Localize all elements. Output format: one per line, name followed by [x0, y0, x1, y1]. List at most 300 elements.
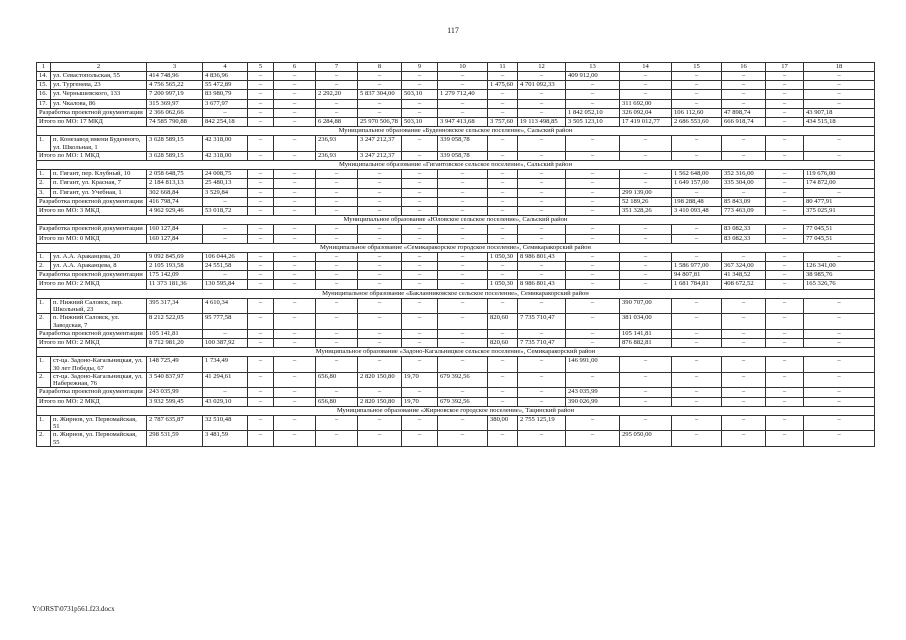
column-number-header-row	[37, 63, 875, 72]
value-cell: –	[274, 188, 316, 197]
building-row	[37, 415, 875, 431]
value-cell: –	[620, 225, 672, 234]
value-cell: –	[766, 136, 804, 152]
value-cell: –	[518, 431, 566, 447]
value-cell: –	[566, 431, 620, 447]
value-cell: –	[358, 314, 402, 330]
value-cell: –	[274, 197, 316, 206]
value-cell: –	[518, 197, 566, 206]
value-cell: –	[402, 431, 438, 447]
value-cell: –	[488, 206, 518, 215]
row-number-cell: 15.	[37, 81, 51, 90]
value-cell: –	[438, 72, 488, 81]
value-cell: –	[518, 72, 566, 81]
address-cell: п. Гигант, ул. Учебная, 1	[51, 188, 147, 197]
summary-label: Итого по МО: 0 МКД	[37, 234, 147, 243]
value-cell: 105 141,81	[147, 329, 203, 338]
value-cell: –	[488, 234, 518, 243]
value-cell: –	[566, 234, 620, 243]
column-number-cell: 12	[518, 63, 566, 72]
value-cell: –	[804, 90, 875, 99]
value-cell: –	[274, 372, 316, 388]
value-cell: –	[620, 179, 672, 188]
value-cell: –	[274, 206, 316, 215]
value-cell: –	[248, 397, 274, 406]
summary-row	[37, 280, 875, 289]
value-cell: –	[672, 415, 722, 431]
value-cell: –	[566, 271, 620, 280]
value-cell: –	[248, 90, 274, 99]
value-cell: 8 212 522,05	[147, 314, 203, 330]
value-cell: 679 392,56	[438, 372, 488, 388]
value-cell: 302 668,84	[147, 188, 203, 197]
column-number-cell: 14	[620, 63, 672, 72]
value-cell: –	[358, 271, 402, 280]
value-cell: –	[518, 372, 566, 388]
value-cell: 7 735 710,47	[518, 314, 566, 330]
value-cell: –	[488, 151, 518, 160]
address-cell: п. Нижний Саловск, пер. Школьный, 23	[51, 298, 147, 314]
row-number-cell: 2.	[37, 179, 51, 188]
value-cell: –	[766, 179, 804, 188]
value-cell: 32 510,48	[203, 415, 248, 431]
value-cell: 414 748,96	[147, 72, 203, 81]
value-cell: –	[722, 388, 766, 397]
value-cell: 243 035,99	[566, 388, 620, 397]
value-cell: 119 676,00	[804, 170, 875, 179]
value-cell: –	[274, 81, 316, 90]
value-cell: –	[488, 298, 518, 314]
value-cell: 106 044,26	[203, 252, 248, 261]
value-cell: –	[274, 314, 316, 330]
value-cell: –	[402, 206, 438, 215]
value-cell: 2 292,20	[316, 90, 358, 99]
value-cell: 55 472,89	[203, 81, 248, 90]
municipality-name: Муниципальное образование «Гигантовское сельское поселение», Сальский район	[37, 161, 875, 170]
value-cell: 381 034,00	[620, 314, 672, 330]
value-cell: –	[438, 252, 488, 261]
value-cell: –	[566, 206, 620, 215]
value-cell: –	[672, 136, 722, 152]
value-cell: –	[804, 314, 875, 330]
value-cell: –	[438, 81, 488, 90]
value-cell: 100 387,92	[203, 339, 248, 348]
building-row	[37, 170, 875, 179]
building-row	[37, 262, 875, 271]
summary-row	[37, 108, 875, 117]
value-cell: –	[274, 117, 316, 126]
row-number-cell: 1.	[37, 252, 51, 261]
value-cell: –	[274, 151, 316, 160]
value-cell: –	[248, 197, 274, 206]
value-cell: 25 970 506,78	[358, 117, 402, 126]
value-cell: –	[248, 72, 274, 81]
value-cell: –	[438, 225, 488, 234]
summary-row	[37, 151, 875, 160]
value-cell: 47 898,74	[722, 108, 766, 117]
value-cell: –	[402, 81, 438, 90]
value-cell: –	[722, 372, 766, 388]
summary-row	[37, 397, 875, 406]
value-cell: –	[488, 197, 518, 206]
value-cell: 1 649 157,00	[672, 179, 722, 188]
summary-row	[37, 339, 875, 348]
value-cell: –	[274, 397, 316, 406]
value-cell: –	[804, 99, 875, 108]
value-cell: –	[438, 415, 488, 431]
value-cell: 352 316,00	[722, 170, 766, 179]
value-cell: –	[620, 151, 672, 160]
value-cell: 8 986 801,43	[518, 280, 566, 289]
value-cell: 3 947 413,68	[438, 117, 488, 126]
value-cell: –	[488, 90, 518, 99]
value-cell: –	[316, 298, 358, 314]
value-cell: –	[402, 339, 438, 348]
value-cell: –	[620, 252, 672, 261]
summary-label: Разработка проектной документации	[37, 329, 147, 338]
value-cell: –	[248, 99, 274, 108]
value-cell: –	[203, 197, 248, 206]
value-cell: –	[488, 388, 518, 397]
value-cell: 3 628 589,15	[147, 151, 203, 160]
value-cell: –	[566, 372, 620, 388]
value-cell: 409 912,00	[566, 72, 620, 81]
value-cell: –	[672, 188, 722, 197]
municipality-section-row	[37, 243, 875, 252]
value-cell: 4 701 092,33	[518, 81, 566, 90]
value-cell: –	[518, 90, 566, 99]
address-cell: ул. Севастопольская, 55	[51, 72, 147, 81]
value-cell: –	[566, 188, 620, 197]
value-cell: –	[566, 314, 620, 330]
value-cell: –	[316, 197, 358, 206]
value-cell: –	[438, 271, 488, 280]
value-cell: –	[804, 357, 875, 373]
value-cell: –	[248, 136, 274, 152]
value-cell: –	[518, 206, 566, 215]
building-row	[37, 357, 875, 373]
row-number-cell: 17.	[37, 99, 51, 108]
value-cell: 160 127,84	[147, 234, 203, 243]
value-cell: 4 836,96	[203, 72, 248, 81]
value-cell: –	[722, 252, 766, 261]
column-number-cell: 10	[438, 63, 488, 72]
municipality-name: Муниципальное образование «Жирновское городское поселение», Тацинский район	[37, 406, 875, 415]
value-cell: –	[804, 252, 875, 261]
address-cell: п. Гигант, ул. Красная, 7	[51, 179, 147, 188]
summary-row	[37, 271, 875, 280]
value-cell: –	[488, 188, 518, 197]
value-cell: 408 672,52	[722, 280, 766, 289]
value-cell: 3 932 599,45	[147, 397, 203, 406]
value-cell: 842 254,18	[203, 117, 248, 126]
value-cell: 94 807,81	[672, 271, 722, 280]
value-cell: –	[672, 329, 722, 338]
value-cell: –	[766, 72, 804, 81]
value-cell: –	[402, 252, 438, 261]
value-cell: –	[766, 397, 804, 406]
municipality-name: Муниципальное образование «Задоно-Кагальницкое сельское поселение», Семикаракорский район	[37, 348, 875, 357]
value-cell: –	[402, 415, 438, 431]
value-cell: 80 477,91	[804, 197, 875, 206]
value-cell: 130 595,84	[203, 280, 248, 289]
value-cell: –	[766, 81, 804, 90]
row-number-cell: 1.	[37, 170, 51, 179]
value-cell: –	[518, 170, 566, 179]
building-row	[37, 252, 875, 261]
value-cell: –	[316, 271, 358, 280]
value-cell: –	[274, 225, 316, 234]
value-cell: –	[358, 252, 402, 261]
value-cell: –	[274, 136, 316, 152]
value-cell: –	[248, 117, 274, 126]
value-cell: –	[672, 357, 722, 373]
column-number-cell: 5	[248, 63, 274, 72]
value-cell: –	[766, 339, 804, 348]
municipality-section-row	[37, 216, 875, 225]
value-cell: 4 610,34	[203, 298, 248, 314]
value-cell: –	[566, 81, 620, 90]
value-cell: –	[566, 90, 620, 99]
value-cell: –	[316, 388, 358, 397]
value-cell: –	[518, 298, 566, 314]
value-cell: 3 677,97	[203, 99, 248, 108]
value-cell: –	[402, 388, 438, 397]
value-cell: –	[488, 179, 518, 188]
value-cell: 311 692,00	[620, 99, 672, 108]
value-cell: 9 092 845,69	[147, 252, 203, 261]
value-cell: –	[248, 179, 274, 188]
value-cell: –	[248, 206, 274, 215]
value-cell: –	[248, 357, 274, 373]
municipality-section-row	[37, 406, 875, 415]
row-number-cell: 2.	[37, 372, 51, 388]
value-cell: –	[203, 271, 248, 280]
value-cell: 1 562 648,00	[672, 170, 722, 179]
value-cell: –	[248, 298, 274, 314]
column-number-cell: 18	[804, 63, 875, 72]
value-cell: 2 820 150,80	[358, 372, 402, 388]
value-cell: –	[274, 108, 316, 117]
value-cell: 395 317,34	[147, 298, 203, 314]
value-cell: –	[358, 298, 402, 314]
value-cell: –	[672, 252, 722, 261]
value-cell: 53 018,72	[203, 206, 248, 215]
value-cell: 1 586 977,00	[672, 262, 722, 271]
value-cell: –	[402, 136, 438, 152]
value-cell: –	[672, 372, 722, 388]
address-cell: ул. Чернышевского, 133	[51, 90, 147, 99]
column-number-cell: 1	[37, 63, 51, 72]
row-number-cell: 3.	[37, 188, 51, 197]
value-cell: –	[438, 108, 488, 117]
value-cell: –	[566, 252, 620, 261]
value-cell: –	[358, 357, 402, 373]
row-number-cell: 2.	[37, 314, 51, 330]
value-cell: –	[766, 329, 804, 338]
value-cell: –	[672, 339, 722, 348]
value-cell: 42 318,00	[203, 136, 248, 152]
value-cell: –	[358, 415, 402, 431]
value-cell: –	[518, 225, 566, 234]
column-number-cell: 7	[316, 63, 358, 72]
value-cell: –	[248, 339, 274, 348]
value-cell: –	[672, 431, 722, 447]
value-cell: –	[804, 415, 875, 431]
value-cell: –	[316, 108, 358, 117]
value-cell: –	[766, 415, 804, 431]
value-cell: 41 348,52	[722, 271, 766, 280]
value-cell: –	[248, 108, 274, 117]
value-cell: –	[316, 415, 358, 431]
value-cell: 3 410 093,48	[672, 206, 722, 215]
value-cell: 1 842 052,10	[566, 108, 620, 117]
value-cell: –	[248, 262, 274, 271]
summary-row	[37, 388, 875, 397]
summary-label: Итого по МО: 17 МКД	[37, 117, 147, 126]
value-cell: 503,10	[402, 117, 438, 126]
value-cell: –	[316, 225, 358, 234]
value-cell: –	[402, 298, 438, 314]
value-cell: 2 686 553,60	[672, 117, 722, 126]
summary-row	[37, 117, 875, 126]
value-cell: 3 628 589,15	[147, 136, 203, 152]
value-cell: –	[358, 99, 402, 108]
value-cell: –	[274, 234, 316, 243]
value-cell: 11 373 181,36	[147, 280, 203, 289]
summary-label: Итого по МО: 2 МКД	[37, 339, 147, 348]
summary-label: Итого по МО: 3 МКД	[37, 206, 147, 215]
value-cell: –	[488, 431, 518, 447]
value-cell: –	[804, 188, 875, 197]
value-cell: –	[804, 388, 875, 397]
row-number-cell: 14.	[37, 72, 51, 81]
column-number-cell: 15	[672, 63, 722, 72]
value-cell: 656,80	[316, 397, 358, 406]
value-cell: 174 872,00	[804, 179, 875, 188]
value-cell: 2 755 125,19	[518, 415, 566, 431]
address-cell: п. Жирнов, ул. Первомайская, 55	[51, 431, 147, 447]
value-cell: –	[316, 339, 358, 348]
value-cell: –	[804, 72, 875, 81]
value-cell: 3 540 837,97	[147, 372, 203, 388]
value-cell: –	[402, 188, 438, 197]
value-cell: –	[402, 72, 438, 81]
value-cell: –	[804, 372, 875, 388]
value-cell: 105 141,81	[620, 329, 672, 338]
value-cell: –	[358, 81, 402, 90]
value-cell: –	[672, 151, 722, 160]
value-cell: –	[248, 314, 274, 330]
summary-label: Разработка проектной документации	[37, 197, 147, 206]
summary-label: Разработка проектной документации	[37, 225, 147, 234]
value-cell: –	[722, 136, 766, 152]
municipality-name: Муниципальное образование «Семикаракорское городское поселение», Семикаракорский район	[37, 243, 875, 252]
value-cell: –	[316, 81, 358, 90]
value-cell: 95 777,58	[203, 314, 248, 330]
value-cell: –	[203, 329, 248, 338]
value-cell: 367 324,00	[722, 262, 766, 271]
summary-label: Итого по МО: 2 МКД	[37, 397, 147, 406]
value-cell: 335 304,00	[722, 179, 766, 188]
value-cell: 77 045,51	[804, 225, 875, 234]
value-cell: 299 139,00	[620, 188, 672, 197]
value-cell: –	[488, 170, 518, 179]
value-cell: 416 798,74	[147, 197, 203, 206]
value-cell: –	[248, 431, 274, 447]
address-cell: ул. А.А. Араканцева, 20	[51, 252, 147, 261]
value-cell: –	[566, 179, 620, 188]
summary-row	[37, 329, 875, 338]
municipality-section-row	[37, 289, 875, 298]
address-cell: п. Конезавод имени Буденного, ул. Школьная, 1	[51, 136, 147, 152]
value-cell: –	[438, 262, 488, 271]
value-cell: –	[274, 99, 316, 108]
value-cell: –	[248, 280, 274, 289]
value-cell: –	[722, 415, 766, 431]
value-cell: –	[518, 108, 566, 117]
value-cell: 83 082,33	[722, 234, 766, 243]
value-cell: 236,93	[316, 136, 358, 152]
value-cell: –	[316, 357, 358, 373]
value-cell: –	[203, 388, 248, 397]
building-row	[37, 136, 875, 152]
value-cell: 3 505 123,10	[566, 117, 620, 126]
column-number-cell: 11	[488, 63, 518, 72]
value-cell: 390 026,99	[566, 397, 620, 406]
value-cell: –	[566, 136, 620, 152]
value-cell: –	[766, 252, 804, 261]
value-cell: –	[804, 151, 875, 160]
column-number-cell: 2	[51, 63, 147, 72]
value-cell: –	[766, 372, 804, 388]
value-cell: –	[620, 72, 672, 81]
value-cell: –	[316, 72, 358, 81]
value-cell: –	[488, 357, 518, 373]
value-cell: –	[722, 431, 766, 447]
value-cell: 3 247 212,37	[358, 151, 402, 160]
value-cell: –	[248, 388, 274, 397]
value-cell: –	[358, 234, 402, 243]
value-cell: –	[438, 339, 488, 348]
value-cell: –	[766, 117, 804, 126]
value-cell: 2 105 193,58	[147, 262, 203, 271]
address-cell: п. Гигант, пер. Клубный, 10	[51, 170, 147, 179]
value-cell: 17 419 012,77	[620, 117, 672, 126]
value-cell: –	[358, 262, 402, 271]
value-cell: –	[316, 179, 358, 188]
address-cell: п. Жирнов, ул. Первомайская, 51	[51, 415, 147, 431]
row-number-cell: 2.	[37, 262, 51, 271]
value-cell: –	[566, 151, 620, 160]
value-cell: –	[274, 72, 316, 81]
value-cell: 175 142,09	[147, 271, 203, 280]
value-cell: 679 392,56	[438, 397, 488, 406]
building-row	[37, 314, 875, 330]
value-cell: –	[672, 234, 722, 243]
value-cell: –	[766, 225, 804, 234]
value-cell: 339 058,78	[438, 151, 488, 160]
value-cell: –	[620, 136, 672, 152]
value-cell: –	[566, 225, 620, 234]
summary-row	[37, 225, 875, 234]
value-cell: –	[402, 234, 438, 243]
value-cell: –	[438, 357, 488, 373]
value-cell: –	[358, 206, 402, 215]
value-cell: 165 326,76	[804, 280, 875, 289]
value-cell: 339 058,78	[438, 136, 488, 152]
value-cell: 243 035,99	[147, 388, 203, 397]
